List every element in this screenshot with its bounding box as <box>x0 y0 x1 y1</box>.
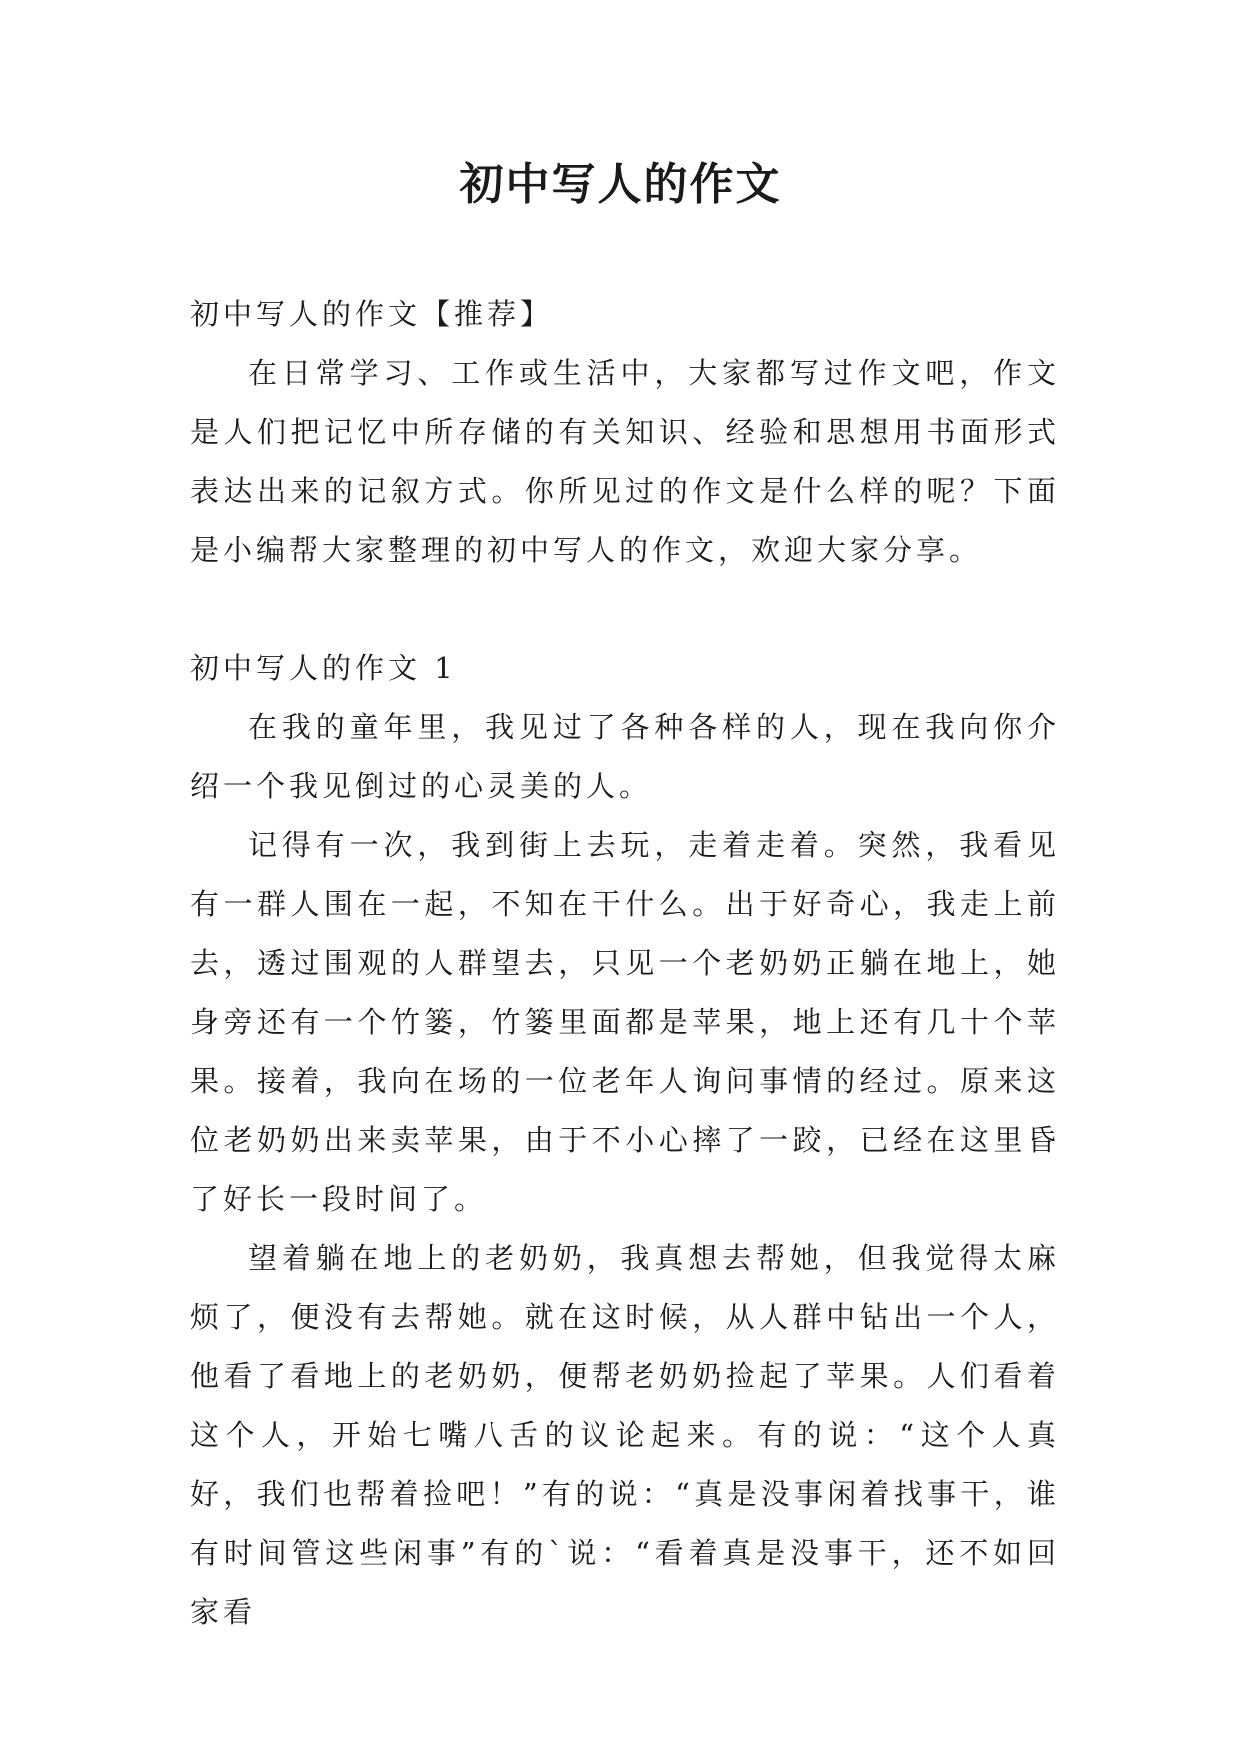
document-title: 初中写人的作文 <box>459 159 782 210</box>
section-heading: 初中写人的作文 1 <box>190 651 457 685</box>
section-paragraph: 在我的童年里，我见过了各种各样的人，现在我向你介绍一个我见倒过的心灵美的人。 <box>190 710 1060 803</box>
section-spacer <box>190 580 1060 639</box>
section-paragraph: 望着躺在地上的老奶奶，我真想去帮她，但我觉得太麻烦了，便没有去帮她。就在这时候，从人群中钻出一个人，他看了看地上的老奶奶，便帮老奶奶捡起了苹果。人们看着这个人，开始七嘴八舌的议论起来。有的说：“这个人真好，我们也帮着捡吧！”有的说：“真是没事闲着找事干，谁有时间管这些闲事”有的`说：“看着真是没事干，还不如回家看 <box>190 1241 1060 1629</box>
document-body <box>190 285 1060 1642</box>
document-subtitle: 初中写人的作文【推荐】 <box>190 297 554 331</box>
intro-paragraph: 在日常学习、工作或生活中，大家都写过作文吧，作文是人们把记忆中所存储的有关知识、经验和思想用书面形式表达出来的记叙方式。你所见过的作文是什么样的呢？下面是小编帮大家整理的初中写人的作文，欢迎大家分享。 <box>190 356 1060 567</box>
section-paragraph: 记得有一次，我到街上去玩，走着走着。突然，我看见有一群人围在一起，不知在干什么。出于好奇心，我走上前去，透过围观的人群望去，只见一个老奶奶正躺在地上，她身旁还有一个竹篓，竹篓里面都是苹果，地上还有几十个苹果。接着，我向在场的一位老年人询问事情的经过。原来这位老奶奶出来卖苹果，由于不小心摔了一跤，已经在这里昏了好长一段时间了。 <box>190 828 1060 1216</box>
